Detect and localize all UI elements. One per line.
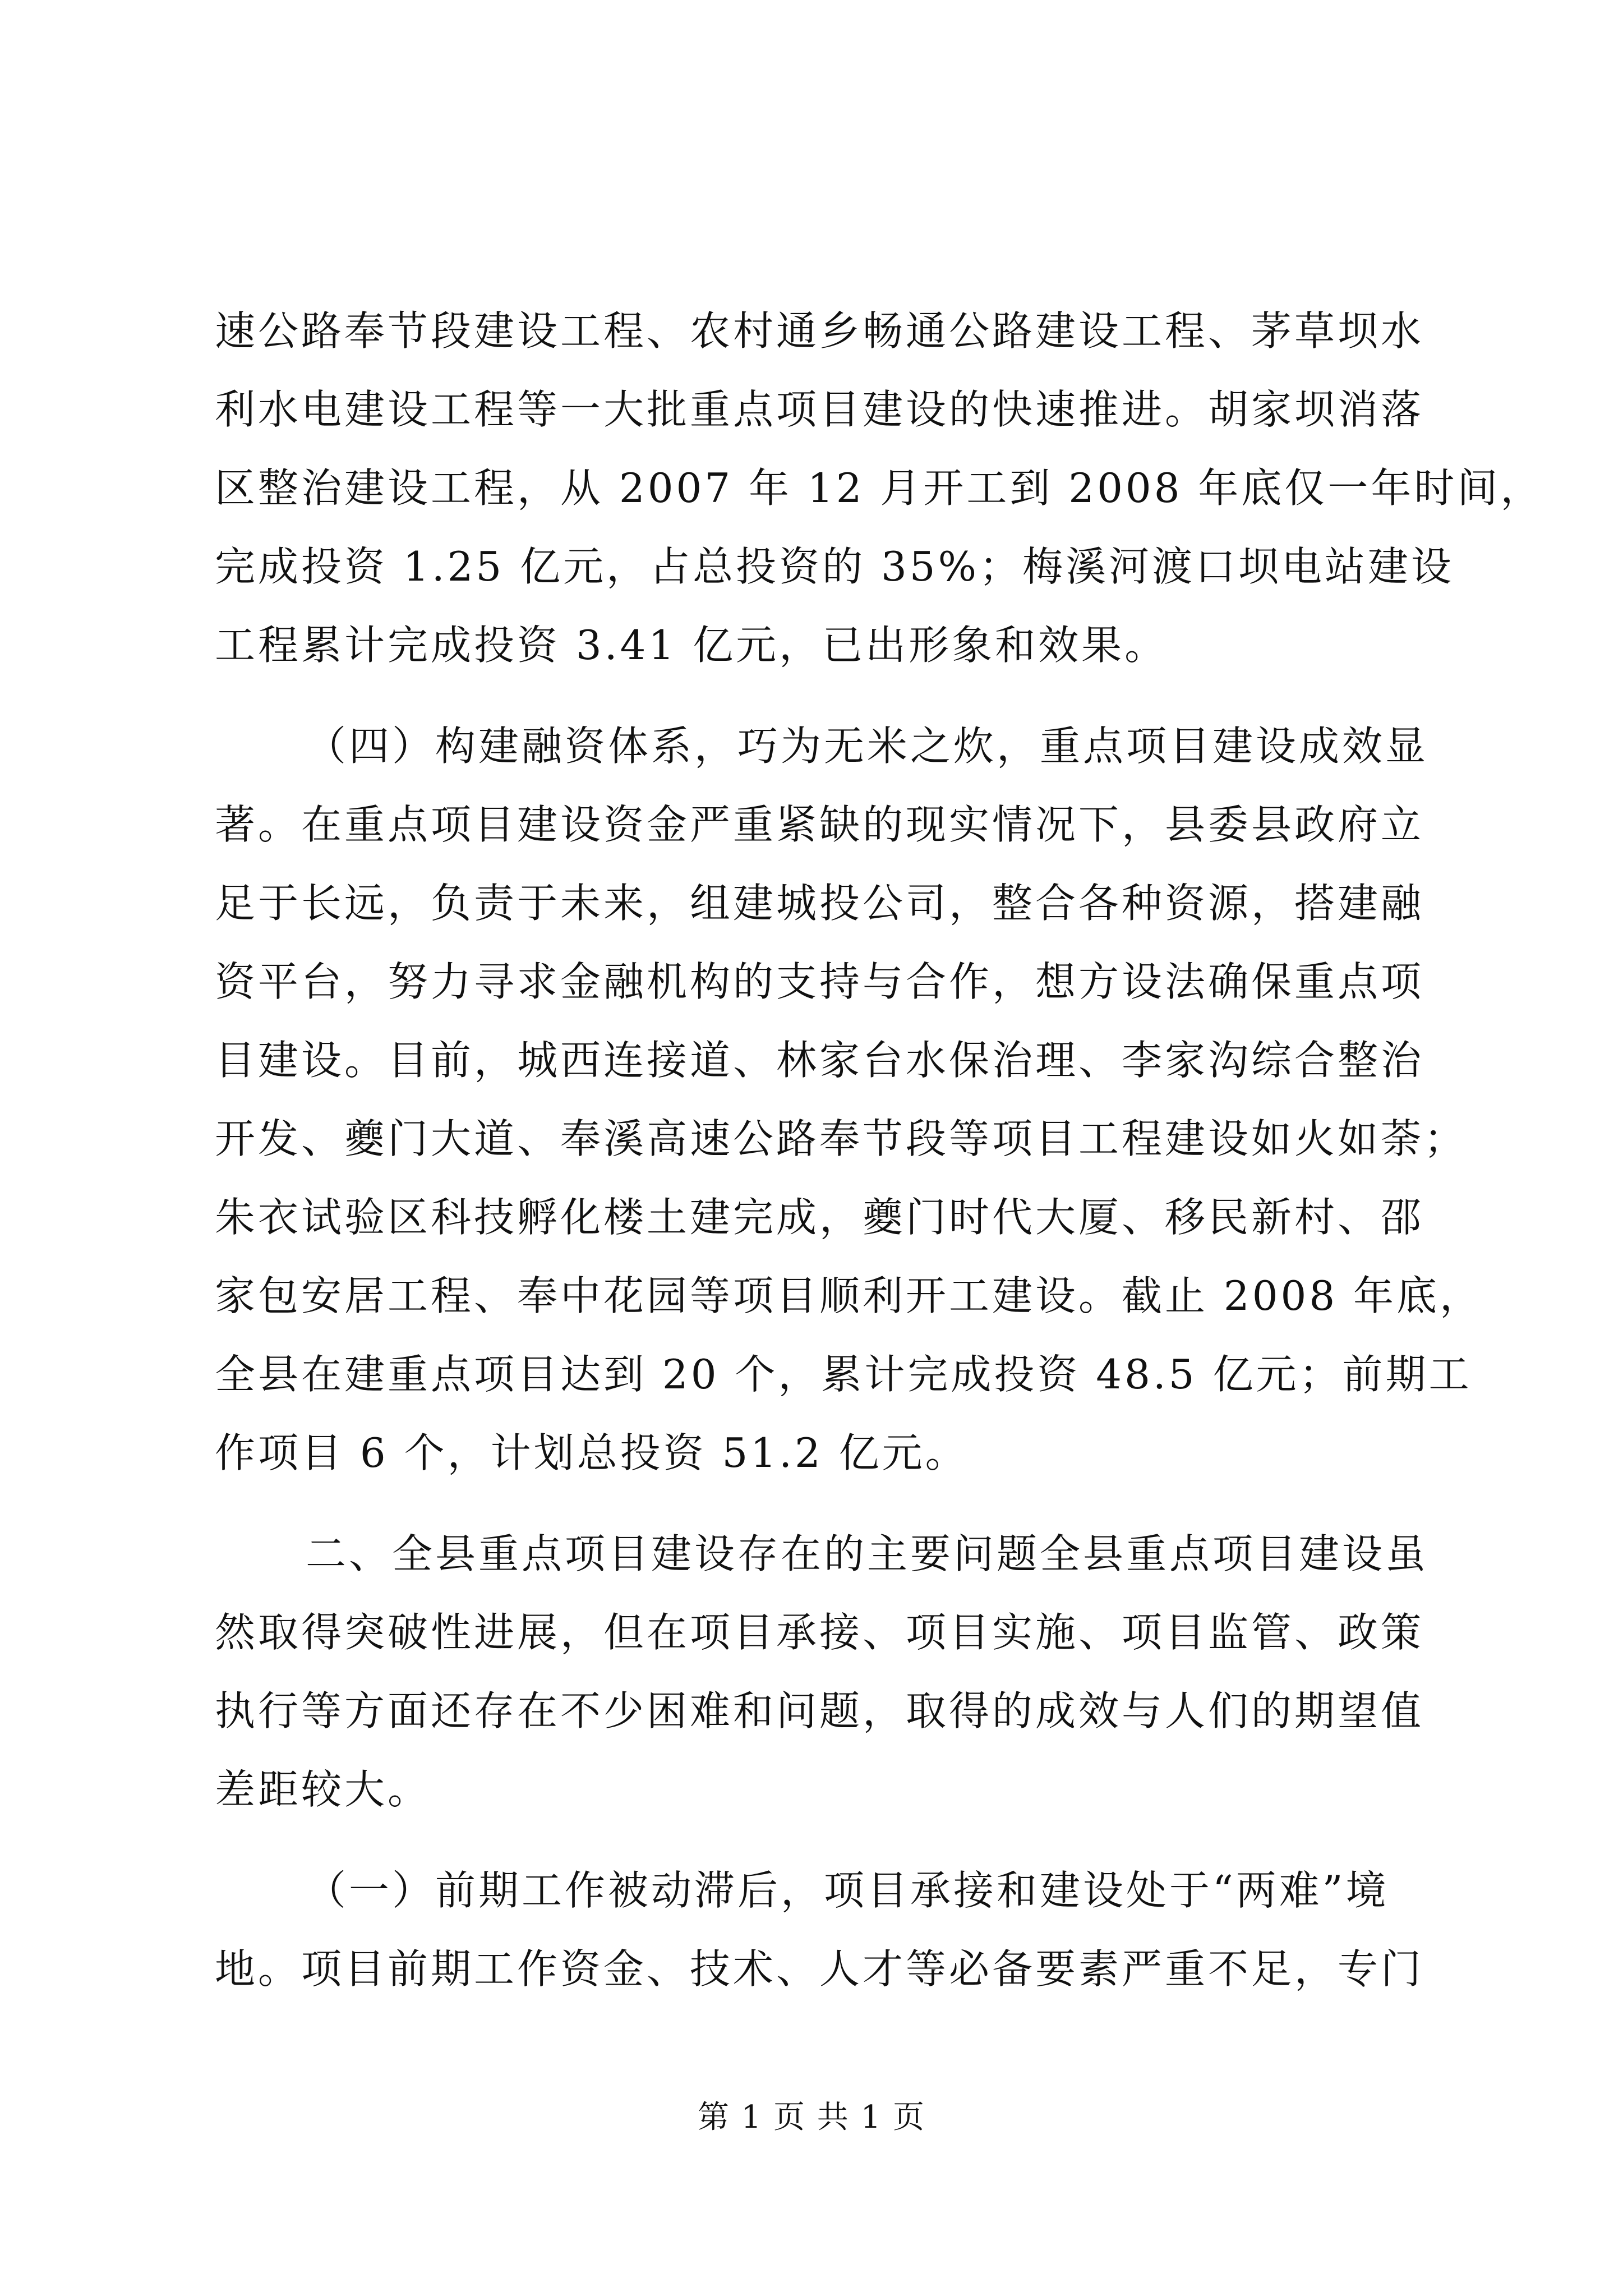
text-line: 执行等方面还存在不少困难和问题，取得的成效与人们的期望值 xyxy=(215,1687,1424,1734)
text-line: 足于长远，负责于未来，组建城投公司，整合各种资源，搭建融 xyxy=(215,880,1424,927)
text-line: 利水电建设工程等一大批重点项目建设的快速推进。胡家坝消落 xyxy=(215,386,1424,433)
text-line: 差距较大。 xyxy=(215,1766,431,1813)
text-line: 著。在重点项目建设资金严重紧缺的现实情况下，县委县政府立 xyxy=(215,801,1424,848)
text-line: 完成投资 1.25 亿元，占总投资的 35%；梅溪河渡口坝电站建设 xyxy=(215,543,1455,590)
text-line: 速公路奉节段建设工程、农村通乡畅通公路建设工程、茅草坝水 xyxy=(215,307,1424,355)
text-line: 开发、夔门大道、奉溪高速公路奉节段等项目工程建设如火如荼； xyxy=(215,1115,1468,1162)
text-line: 作项目 6 个，计划总投资 51.2 亿元。 xyxy=(215,1429,969,1476)
section-heading-line: 二、全县重点项目建设存在的主要问题全县重点项目建设虽 xyxy=(306,1530,1429,1577)
text-line: 资平台，努力寻求金融机构的支持与合作，想方设法确保重点项 xyxy=(215,958,1424,1005)
text-line: 全县在建重点项目达到 20 个，累计完成投资 48.5 亿元；前期工 xyxy=(215,1351,1472,1398)
text-line: 朱衣试验区科技孵化楼土建完成，夔门时代大厦、移民新村、邵 xyxy=(215,1194,1424,1241)
text-line: 工程累计完成投资 3.41 亿元，已出形象和效果。 xyxy=(215,622,1168,669)
paragraph-start-line: （一）前期工作被动滞后，项目承接和建设处于“两难”境 xyxy=(306,1867,1389,1914)
page-number-footer: 第 1 页 共 1 页 xyxy=(697,2099,926,2136)
text-line: 地。项目前期工作资金、技术、人才等必备要素严重不足，专门 xyxy=(215,1945,1424,1993)
paragraph-start-line: （四）构建融资体系，巧为无米之炊，重点项目建设成效显 xyxy=(306,723,1429,770)
text-line: 家包安居工程、奉中花园等项目顺利开工建设。截止 2008 年底， xyxy=(215,1272,1483,1319)
text-line: 区整治建设工程，从 2007 年 12 月开工到 2008 年底仅一年时间， xyxy=(215,464,1544,512)
text-line: 然取得突破性进展，但在项目承接、项目实施、项目监管、政策 xyxy=(215,1609,1424,1656)
text-line: 目建设。目前，城西连接道、林家台水保治理、李家沟综合整治 xyxy=(215,1037,1424,1084)
